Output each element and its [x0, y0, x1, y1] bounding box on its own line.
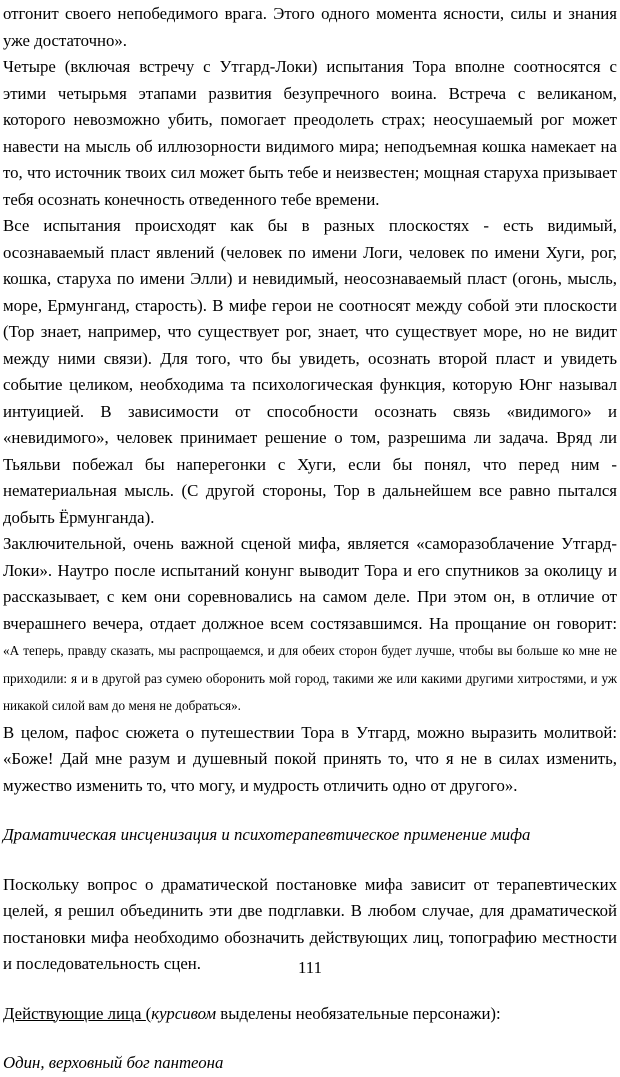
paragraph-6: Поскольку вопрос о драматической постановке мифа зависит от терапевтических целей, я решил объединить эти две подглавки. В любом случае, для драматической постановки мифа необходимо обозначить действующих лиц, топографию местности и последовательность сцен. — [3, 874, 617, 973]
paragraph-8: Один, верховный бог пантеона — [3, 1053, 224, 1072]
paragraph-2: Четыре (включая встречу с Утгард-Локи) испытания Тора вполне соотносятся с этими четырьмя этапами развития безупречного воина. Встреча с великаном, которого невозможно убить, помогает преодолеть страх; неосушаемый рог может навести на мысль об иллюзорности видимого мира; неподъемная кошка намекает на то, что источник твоих сил может быть тебе и неизвестен; мощная старуха призывает тебя осознать конечность отведенного тебе времени. — [3, 57, 617, 209]
paragraph-1: отгонит своего непобедимого врага. Этого одного момента ясности, силы и знания уже достаточно». — [3, 4, 617, 50]
paragraph-7 — [3, 1001, 617, 1028]
utgard-loki-quote: «А теперь, правду сказать, мы распрощаемся, и для обеих сторон будет лучше, чтобы вы больше ко мне не приходили: я и в другой раз сумею оборонить мой город, такими же или какими другими хитростями, и уж никакой силой вам до меня не добраться». — [3, 643, 617, 713]
paren-open: ( — [145, 1003, 152, 1023]
italic-word: курсивом — [151, 1003, 217, 1023]
characters-label: Действующие лица — [3, 1003, 146, 1023]
paragraph-3: Все испытания происходят как бы в разных плоскостях - есть видимый, осознаваемый пласт явлений (человек по имени Логи, человек по имени Хуги, рог, кошка, старуха по имени Элли) и невидимый, неосознаваемый пласт (огонь, мысль, море, Ермунганд, старость). В мифе герои не соотносят между собой эти плоскости (Тор знает, например, что существует рог, знает, что существует море, но не видит между ними связи). Для того, что бы увидеть, осознать второй пласт и увидеть событие целиком, необходима та психологическая функция, которую Юнг называл интуицией. В зависимости от способности осознать связь «видимого» и «невидимого», человек принимает решение о том, разрешима ли задача. Вряд ли Тьяльви побежал бы наперегонки с Хуги, если бы понял, что перед ним - нематериальная мысль. (С другой стороны, Тор в дальнейшем все равно пытался добыть Ёрмунганда). — [3, 216, 617, 527]
section-heading: Драматическая инсценизация и психотерапевтическое применение мифа — [3, 825, 531, 844]
book-page — [0, 1, 620, 1072]
paragraph-4-text: Заключительной, очень важной сценой мифа, является «саморазоблачение Утгард-Локи». Наутро после испытаний конунг выводит Тора и его спутников за околицу и рассказывает, с кем они соревновались на самом деле. При этом он, в отличие от вчерашнего вечера, отдает должное всем состязавшимся. На прощание он говорит: — [3, 534, 617, 633]
paragraph-4 — [3, 531, 617, 720]
paragraph-5: В целом, пафос сюжета о путешествии Тора в Утгард, можно выразить молитвой: «Боже! Дай мне разум и душевный покой принять то, что я не в силах изменить, мужество изменить то, что могу, и мудрость отличить одно от другого». — [3, 722, 617, 795]
page-number: 111 — [298, 958, 322, 977]
characters-note: выделены необязательные персонажи): — [216, 1003, 501, 1023]
